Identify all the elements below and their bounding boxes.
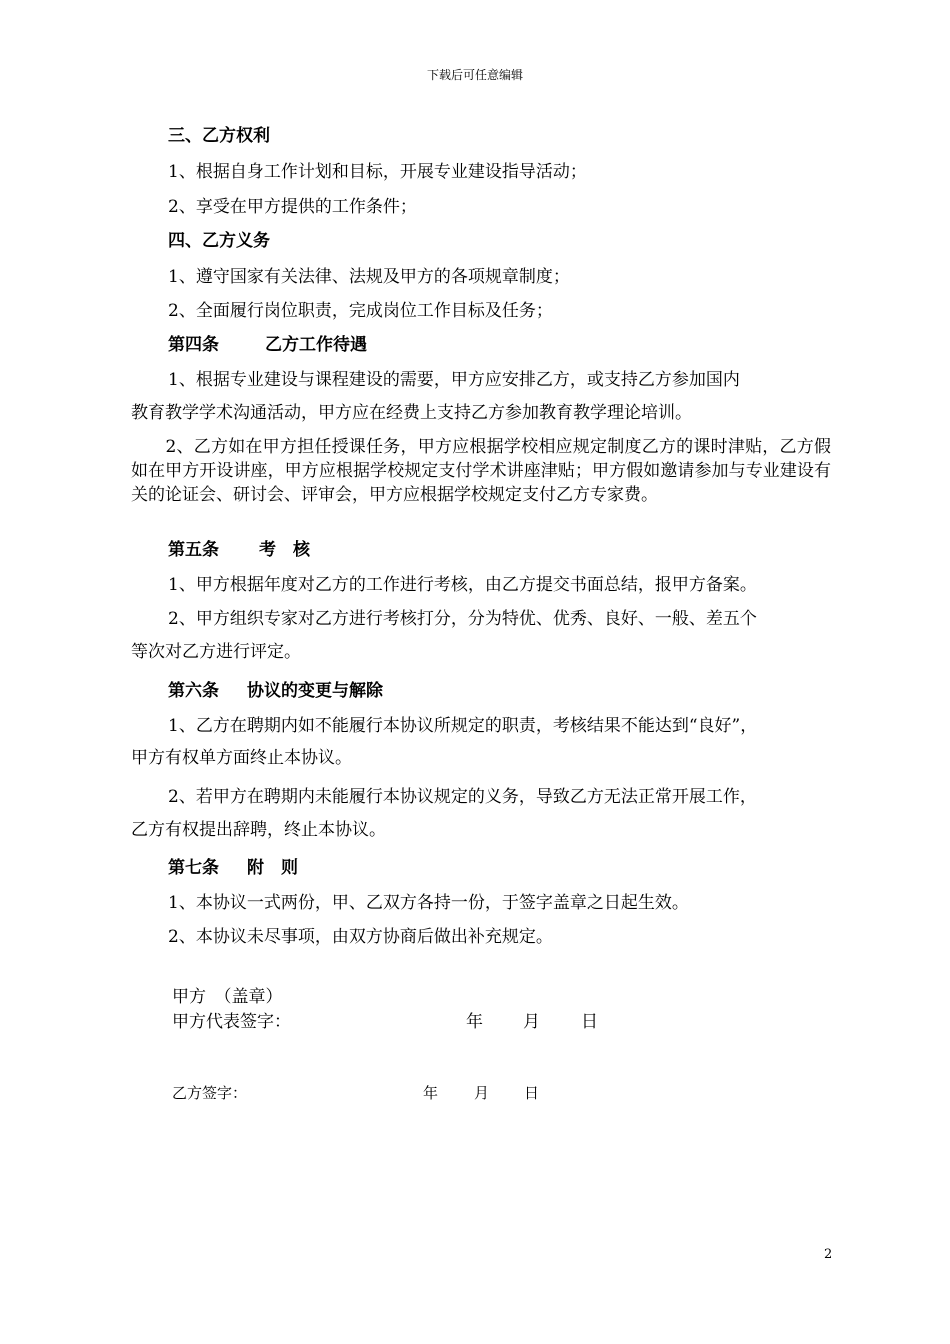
duties-item-1: 1、遵守国家有关法律、法规及甲方的各项规章制度； <box>168 267 570 287</box>
article-5-item-1: 1、甲方根据年度对乙方的工作进行考核，由乙方提交书面总结，报甲方备案。 <box>168 575 757 595</box>
header-note: 下载后可任意编辑 <box>426 68 523 82</box>
article-5-heading <box>168 535 310 560</box>
party-a-year: 年 <box>466 1012 483 1032</box>
party-b-signature: 乙方签字： <box>172 1084 248 1102</box>
party-a-rep-signature: 甲方代表签字： <box>172 1012 291 1032</box>
article-6-number: 第六条 <box>168 681 219 701</box>
party-a-seal: 甲方 （盖章） <box>172 987 283 1007</box>
article-7-item-1: 1、本协议一式两份，甲、乙双方各持一份，于签字盖章之日起生效。 <box>168 893 689 913</box>
article-7-item-2: 2、本协议未尽事项，由双方协商后做出补充规定。 <box>168 927 553 947</box>
party-b-month: 月 <box>474 1084 490 1102</box>
article-5-title: 考 核 <box>259 540 310 560</box>
article-6-item-1b: 甲方有权单方面终止本协议。 <box>131 748 352 768</box>
article-4-number: 第四条 <box>168 335 219 355</box>
article-5-item-2a: 2、甲方组织专家对乙方进行考核打分，分为特优、优秀、良好、一般、差五个 <box>168 609 757 629</box>
article-7-number: 第七条 <box>168 858 219 878</box>
section-rights-title: 三、乙方权利 <box>168 126 270 146</box>
section-duties-title: 四、乙方义务 <box>168 231 270 251</box>
party-a-month: 月 <box>523 1012 540 1032</box>
article-4-item-1b: 教育教学学术沟通活动，甲方应在经费上支持乙方参加教育教学理论培训。 <box>131 403 692 423</box>
article-4-title: 乙方工作待遇 <box>265 335 367 355</box>
party-b-day: 日 <box>524 1084 540 1102</box>
article-5-item-2b: 等次对乙方进行评定。 <box>131 642 301 662</box>
article-5-number: 第五条 <box>168 540 219 560</box>
article-6-item-2a: 2、若甲方在聘期内未能履行本协议规定的义务，导致乙方无法正常开展工作， <box>168 787 757 807</box>
article-6-title: 协议的变更与解除 <box>247 681 383 701</box>
article-4-heading <box>168 330 367 355</box>
article-7-title: 附 则 <box>247 858 298 878</box>
article-4-item-1a: 1、根据专业建设与课程建设的需要，甲方应安排乙方，或支持乙方参加国内 <box>168 370 740 390</box>
party-b-year: 年 <box>423 1084 439 1102</box>
rights-item-1: 1、根据自身工作计划和目标，开展专业建设指导活动； <box>168 162 587 182</box>
page-number: 2 <box>824 1247 833 1262</box>
party-a-day: 日 <box>581 1012 598 1032</box>
article-7-heading <box>168 853 298 878</box>
rights-item-2: 2、享受在甲方提供的工作条件； <box>168 197 417 217</box>
duties-item-2: 2、全面履行岗位职责，完成岗位工作目标及任务； <box>168 301 553 321</box>
article-6-item-1a: 1、乙方在聘期内如不能履行本协议所规定的职责，考核结果不能达到“良好”， <box>168 716 758 736</box>
article-6-heading <box>168 676 383 701</box>
article-6-item-2b: 乙方有权提出辞聘，终止本协议。 <box>131 820 386 840</box>
article-4-item-2: 2、乙方如在甲方担任授课任务，甲方应根据学校相应规定制度乙方的课时津贴，乙方假如在甲方开设讲座，甲方应根据学校规定支付学术讲座津贴；甲方假如邀请参加与专业建设有关的论证会、研讨会、评审会，甲方应根据学校规定支付乙方专家费。 <box>131 437 831 505</box>
